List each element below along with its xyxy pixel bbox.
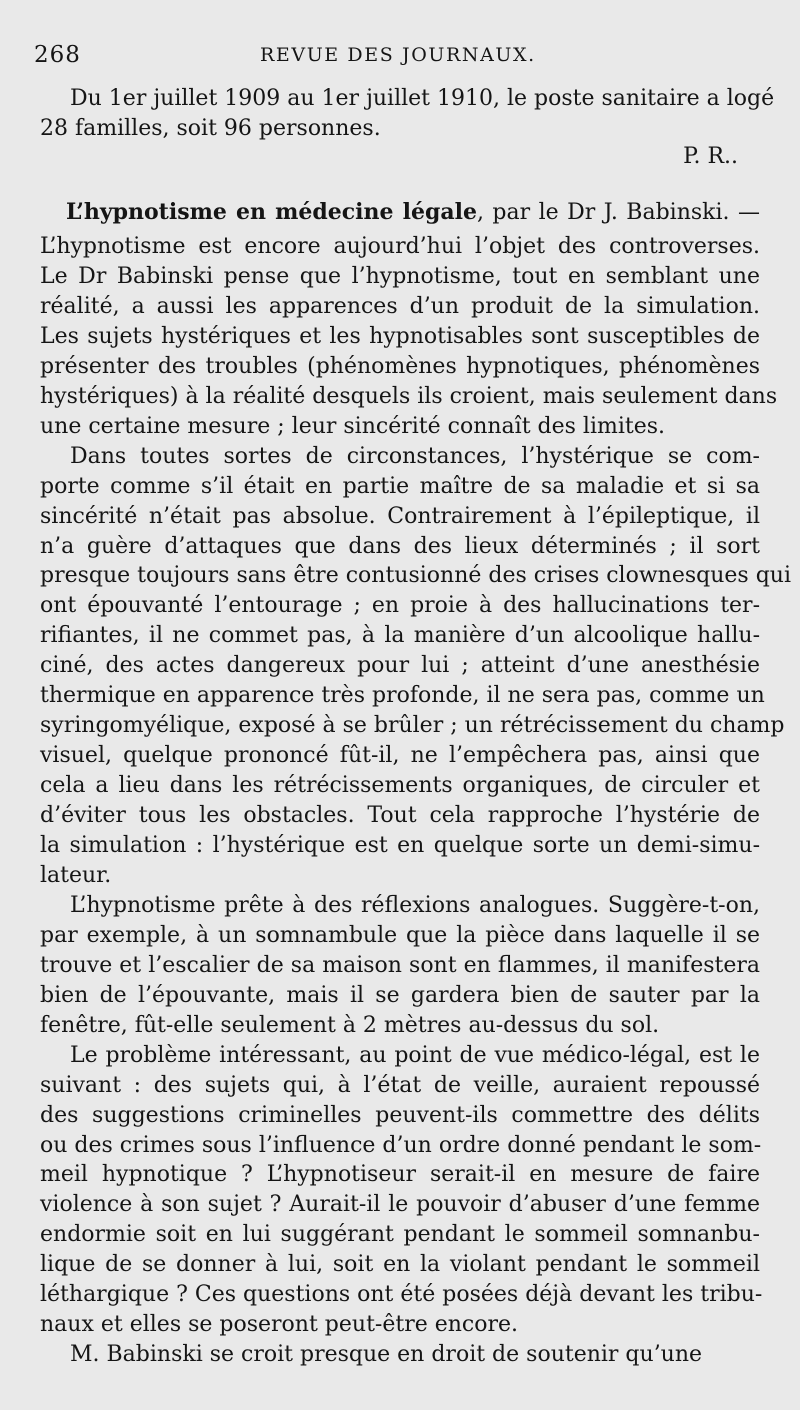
body-line: léthargique ? Ces questions ont été posées déjà devant les tribu- xyxy=(40,1282,763,1308)
body-line: une certaine mesure ; leur sincérité connaît des limites. xyxy=(40,413,666,439)
body-line: cela a lieu dans les rétrécissements organiques, de circuler et xyxy=(40,773,760,799)
body-line: endormie soit en lui suggérant pendant le sommeil somnanbu- xyxy=(40,1222,760,1248)
body-line: visuel, quelque prononcé fût-il, ne l’empêchera pas, ainsi que xyxy=(40,743,760,769)
page-header xyxy=(34,42,754,74)
body-line: fenêtre, fût-elle seulement à 2 mètres au-dessus du sol. xyxy=(40,1012,660,1038)
body-line: Les sujets hystériques et les hypnotisables sont susceptibles de xyxy=(40,323,760,349)
body-line: meil hypnotique ? L’hypnotiseur serait-il en mesure de faire xyxy=(40,1162,760,1188)
body-line: lateur. xyxy=(40,862,112,888)
running-head: REVUE DES JOURNAUX. xyxy=(260,44,536,66)
body-line: Le Dr Babinski pense que l’hypnotisme, tout en semblant une xyxy=(40,263,760,289)
body-line: trouve et l’escalier de sa maison sont en flammes, il manifestera xyxy=(40,952,760,978)
body-line: la simulation : l’hystérique est en quelque sorte un demi-simu- xyxy=(40,833,760,858)
body-line: rifiantes, il ne commet pas, à la manière d’un alcoolique hallu- xyxy=(40,623,760,649)
body-line: par exemple, à un somnambule que la pièce dans laquelle il se xyxy=(40,922,760,948)
article-byline: , par le Dr J. Babinski. — xyxy=(476,200,760,225)
body-line: lique de se donner à lui, soit en la violant pendant le sommeil xyxy=(40,1252,760,1278)
body-line: Dans toutes sortes de circonstances, l’hystérique se com- xyxy=(70,443,760,469)
body-line: des suggestions criminelles peuvent-ils commettre des délits xyxy=(40,1102,760,1128)
opening-note-line-2: 28 familles, soit 96 personnes. xyxy=(40,116,381,141)
body-line: porte comme s’il était en partie maître de sa maladie et si sa xyxy=(40,473,760,499)
body-line: Le problème intéressant, au point de vue médico-légal, est le xyxy=(70,1042,760,1068)
body-line: presque toujours sans être contusionné des crises clownesques qui xyxy=(40,563,791,589)
body-line: ciné, des actes dangereux pour lui ; atteint d’une anesthésie xyxy=(40,653,760,679)
body-line: d’éviter tous les obstacles. Tout cela rapproche l’hystérie de xyxy=(40,803,760,829)
body-line: n’a guère d’attaques que dans des lieux déterminés ; il sort xyxy=(40,533,760,559)
body-line: ou des crimes sous l’influence d’un ordre donné pendant le som- xyxy=(40,1132,762,1158)
body-line: M. Babinski se croit presque en droit de soutenir qu’une xyxy=(70,1342,703,1368)
opening-note-signature: P. R.. xyxy=(683,144,738,169)
body-line: sincérité n’était pas absolue. Contrairement à l’épileptique, il xyxy=(40,503,760,529)
body-line: thermique en apparence très profonde, il ne sera pas, comme un xyxy=(40,683,765,709)
body-line: suivant : des sujets qui, à l’état de veille, auraient repoussé xyxy=(40,1072,760,1098)
body-line: L’hypnotisme prête à des réflexions analogues. Suggère-t-on, xyxy=(70,892,760,918)
body-line: réalité, a aussi les apparences d’un produit de la simulation. xyxy=(40,293,760,319)
body-line: L’hypnotisme est encore aujourd’hui l’objet des controverses. xyxy=(40,234,760,259)
body-line: violence à son sujet ? Aurait-il le pouvoir d’abuser d’une femme xyxy=(40,1192,760,1218)
article-heading xyxy=(66,198,760,228)
opening-note-line-1: Du 1er juillet 1909 au 1er juillet 1910, le poste sanitaire a logé xyxy=(70,86,775,111)
body-line: ont épouvanté l’entourage ; en proie à des hallucinations ter- xyxy=(40,593,760,619)
body-line: naux et elles se poseront peut-être encore. xyxy=(40,1312,519,1338)
body-line: hystériques) à la réalité desquels ils croient, mais seulement dans xyxy=(40,383,778,409)
body-line: présenter des troubles (phénomènes hypnotiques, phénomènes xyxy=(40,353,760,379)
page-number: 268 xyxy=(34,42,81,68)
body-line: bien de l’épouvante, mais il se gardera bien de sauter par la xyxy=(40,982,760,1008)
article-title: L’hypnotisme en médecine légale xyxy=(66,199,477,225)
body-line: syringomyélique, exposé à se brûler ; un rétrécissement du champ xyxy=(40,713,785,739)
